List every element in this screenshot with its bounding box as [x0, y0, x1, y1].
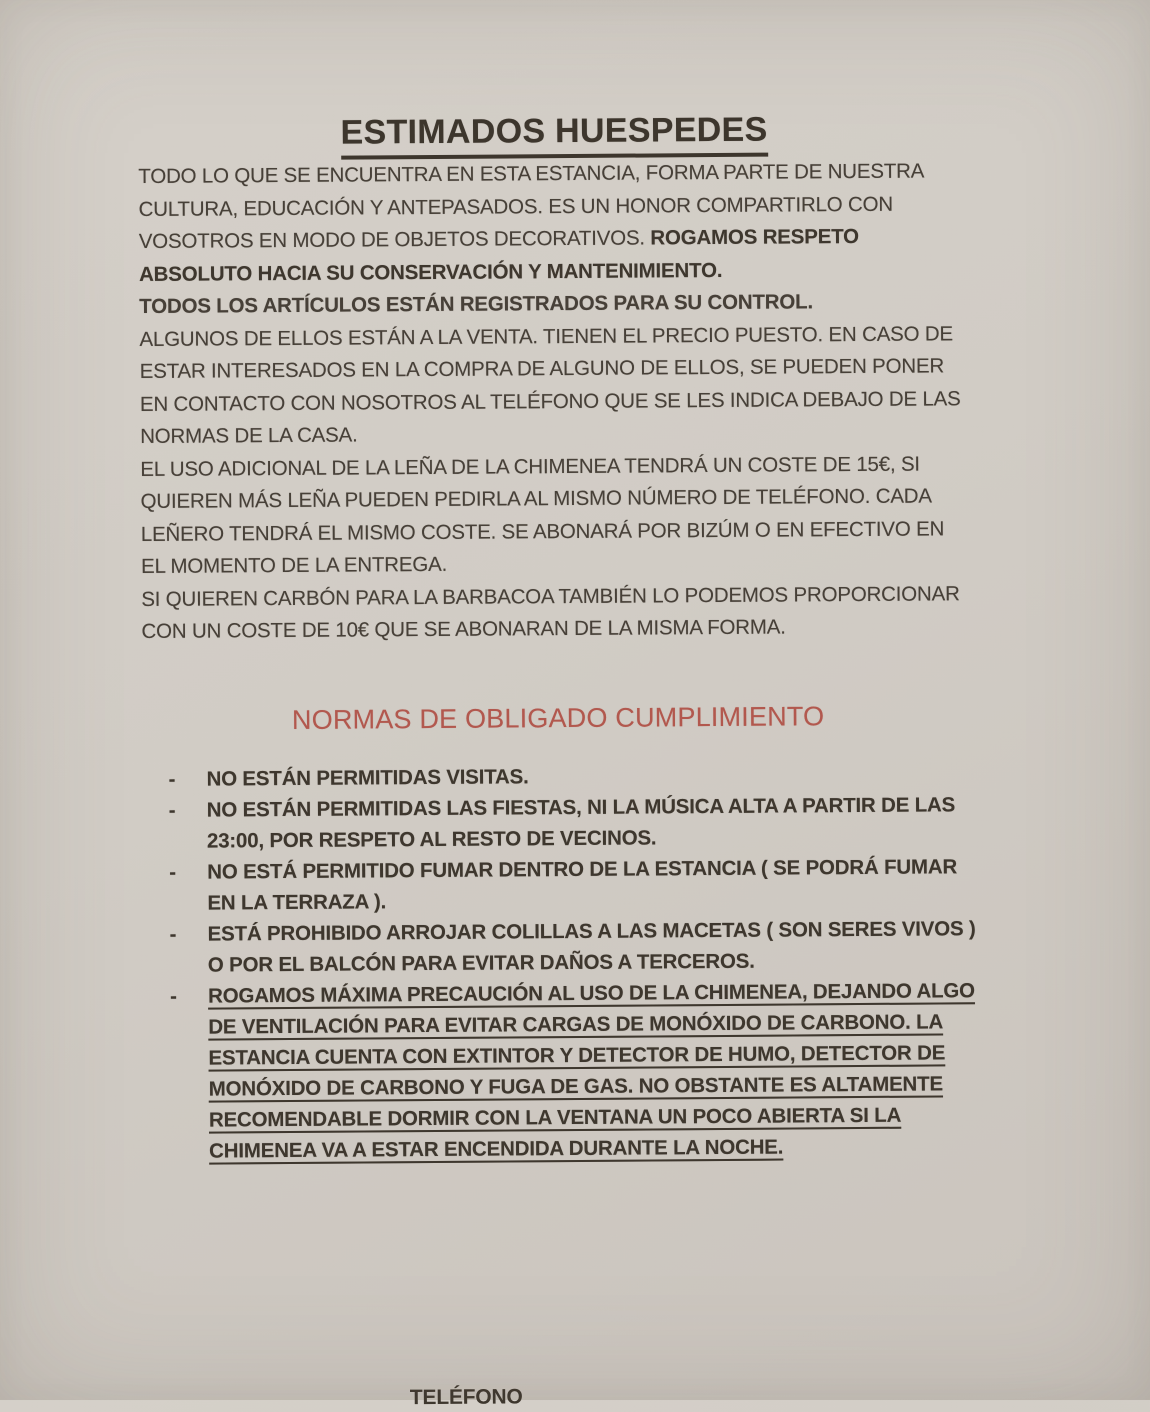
rules-list: [142, 758, 977, 1167]
intro-paragraph-normal: TODO LO QUE SE ENCUENTRA EN ESTA ESTANCIA, FORMA PARTE DE NUESTRA CULTURA, EDUCACIÓN Y ANTEPASADOS. ES UN HONOR COMPARTIRLO CON VOSOTROS EN MODO DE OBJETOS DECORATIVOS.: [138, 159, 924, 254]
registered-notice: TODOS LOS ARTÍCULOS ESTÁN REGISTRADOS PARA SU CONTROL.: [139, 290, 814, 319]
rule-text: NO ESTÁN PERMITIDAS LAS FIESTAS, NI LA MÚSICA ALTA A PARTIR DE LAS 23:00, POR RESPETO AL RESTO DE VECINOS.: [206, 792, 956, 853]
rule-text: NO ESTÁ PERMITIDO FUMAR DENTRO DE LA ESTANCIA ( SE PODRÁ FUMAR EN LA TERRAZA ).: [207, 854, 958, 915]
bullet-dash: -: [168, 798, 176, 822]
bullet-dash: -: [169, 984, 177, 1008]
rule-text: ROGAMOS MÁXIMA PRECAUCIÓN AL USO DE LA CHIMENEA, DEJANDO ALGO DE VENTILACIÓN PARA EVITAR CARGAS DE MONÓXIDO DE CARBONO. LA ESTANCIA CUENTA CON EXTINTOR Y DETECTOR DE HUMO, DETECTOR DE MONÓXIDO DE CARBONO Y FUGA DE GAS. NO OBSTANTE ES ALTAMENTE RECOMENDABLE DORMIR CON LA VENTANA UN POCO ABIERTA SI LA CHIMENEA VA A ESTAR ENCENDIDA DURANTE LA NOCHE.: [207, 978, 975, 1163]
sale-paragraph: ALGUNOS DE ELLOS ESTÁN A LA VENTA. TIENEN EL PRECIO PUESTO. EN CASO DE ESTAR INTERESADOS EN LA COMPRA DE ALGUNO DE ELLOS, SE PUEDEN PONER EN CONTACTO CON NOSOTROS AL TELÉFONO QUE SE LES INDICA DEBAJO DE LAS NORMAS DE LA CASA.: [139, 321, 961, 449]
page-title-text: ESTIMADOS HUESPEDES: [340, 109, 767, 160]
rules-heading: NORMAS DE OBLIGADO CUMPLIMIENTO: [291, 700, 825, 735]
rule-no-smoking: [143, 851, 975, 919]
footer-clipped-text: TELÉFONO: [409, 1385, 523, 1410]
bullet-dash: -: [169, 860, 176, 884]
charcoal-paragraph: SI QUIEREN CARBÓN PARA LA BARBACOA TAMBIÉN LO PODEMOS PROPORCIONAR CON UN COSTE DE 10€ QUE SE ABONARAN DE LA MISMA FORMA.: [141, 581, 960, 644]
intro-paragraph-bold: ROGAMOS RESPETO ABSOLUTO HACIA SU CONSERVACIÓN Y MANTENIMIENTO.: [138, 225, 859, 286]
document-content: [137, 0, 977, 1167]
rule-fireplace-caution: [144, 975, 977, 1167]
rule-text: ESTÁ PROHIBIDO ARROJAR COLILLAS A LAS MACETAS ( SON SERES VIVOS ) O POR EL BALCÓN PARA EVITAR DAÑOS A TERCEROS.: [207, 916, 976, 977]
firewood-paragraph: EL USO ADICIONAL DE LA LEÑA DE LA CHIMENEA TENDRÁ UN COSTE DE 15€, SI QUIEREN MÁS LEÑA PUEDEN PEDIRLA AL MISMO NÚMERO DE TELÉFONO. CADA LEÑERO TENDRÁ EL MISMO COSTE. SE ABONARÁ POR BIZÚM O EN EFECTIVO EN EL MOMENTO DE LA ENTREGA.: [140, 452, 945, 579]
rule-text: NO ESTÁN PERMITIDAS VISITAS.: [206, 764, 529, 791]
rule-no-cigarette-butts: [144, 913, 976, 981]
intro-paragraph: [138, 155, 971, 291]
bullet-dash: -: [168, 767, 176, 791]
rule-no-parties: [143, 789, 975, 857]
bullet-dash: -: [169, 922, 177, 946]
page-title: [138, 107, 970, 161]
